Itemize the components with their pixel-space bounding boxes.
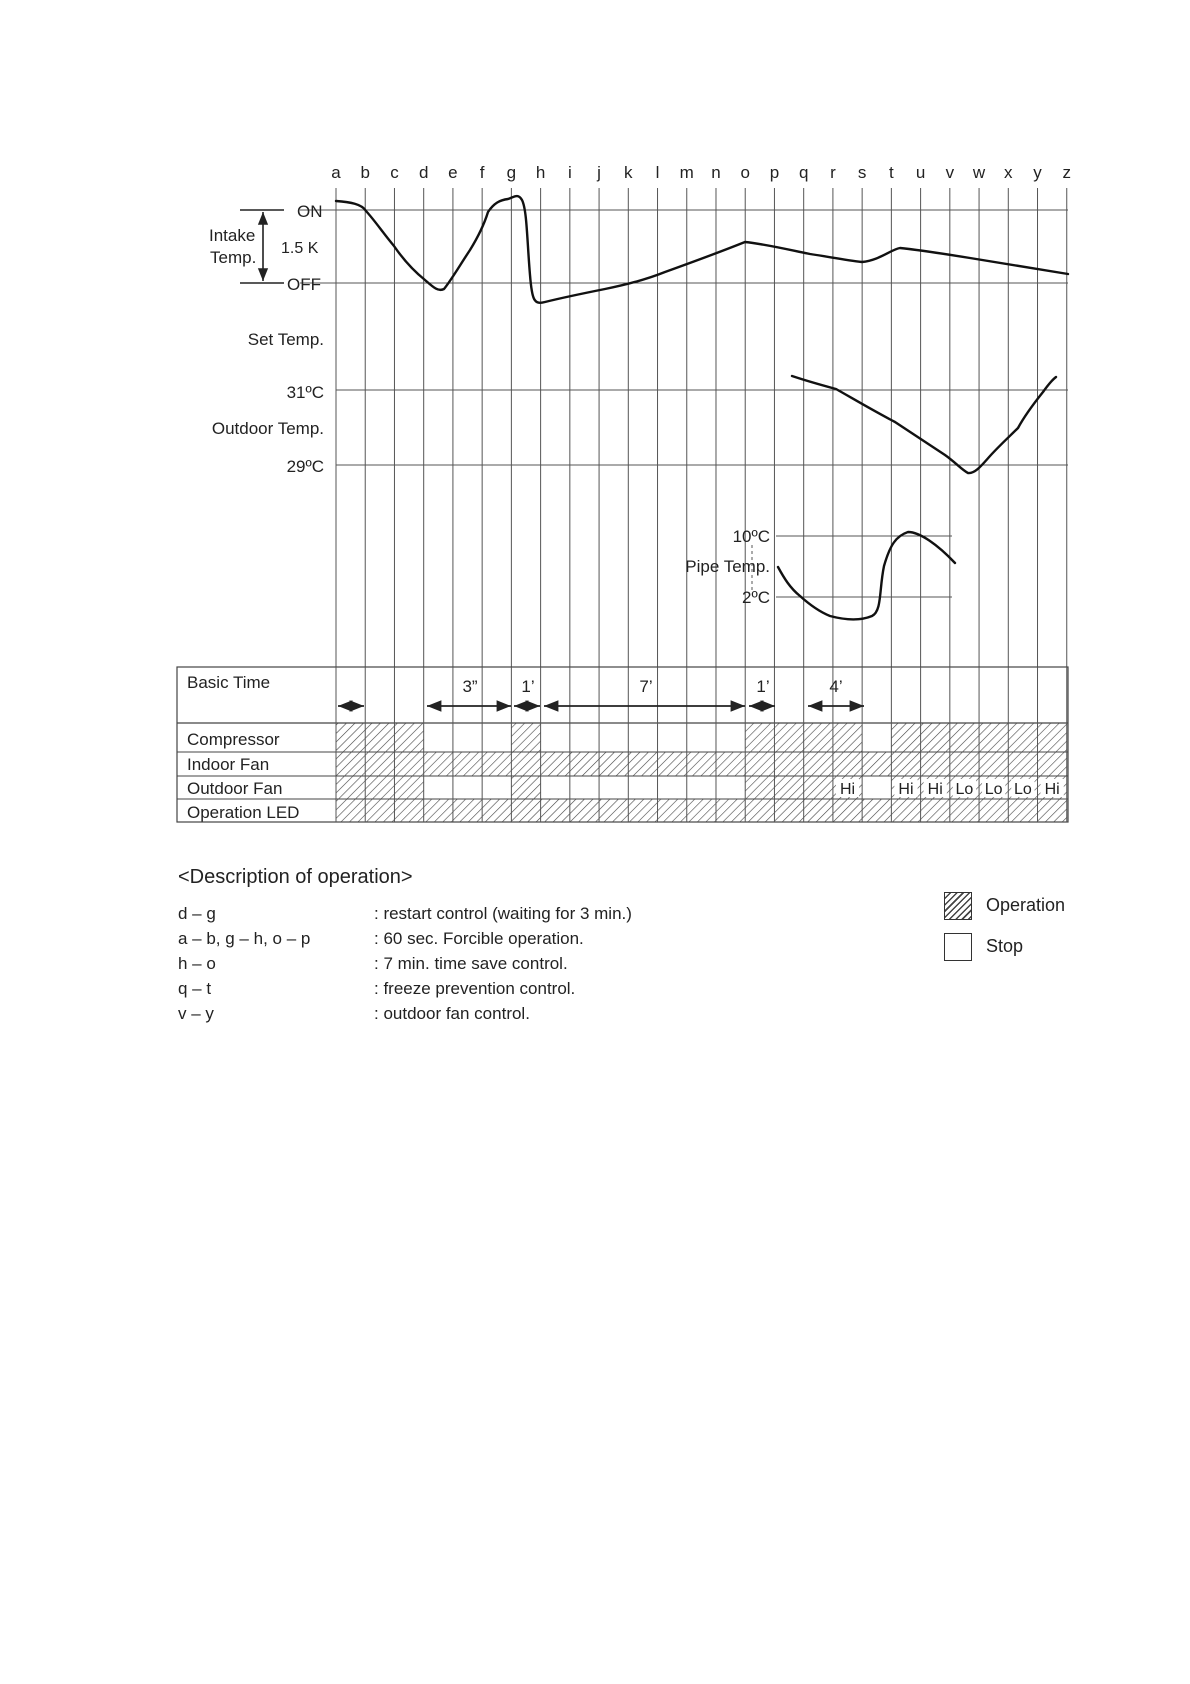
operation-led-operation-cell — [833, 799, 862, 822]
indoor-fan-operation-cell — [394, 752, 423, 776]
indoor-fan-operation-cell — [921, 752, 950, 776]
column-letter-m: m — [679, 163, 694, 182]
indoor-fan-operation-cell — [745, 752, 774, 776]
intake-on-label: ON — [297, 202, 323, 221]
row-label-indoor-fan: Indoor Fan — [187, 755, 270, 774]
fan-speed-label: Lo — [1014, 781, 1032, 798]
time-label-3min: 3” — [462, 677, 478, 696]
description-range: d – g — [178, 904, 216, 923]
description-title: <Description of operation> — [178, 866, 413, 888]
operation-led-operation-cell — [891, 799, 920, 822]
row-label-compressor: Compressor — [187, 730, 280, 749]
description-text: : freeze prevention control. — [374, 979, 576, 998]
fan-speed-label: Hi — [927, 781, 943, 798]
fan-speed-label: Hi — [898, 781, 914, 798]
description-range: a – b, g – h, o – p — [178, 929, 311, 948]
indoor-fan-operation-cell — [482, 752, 511, 776]
operation-led-operation-cell — [804, 799, 833, 822]
indoor-fan-operation-cell — [716, 752, 745, 776]
outdoor-fan-operation-cell — [336, 776, 365, 799]
compressor-operation-cell — [921, 723, 950, 752]
description-range: h – o — [178, 954, 216, 973]
indoor-fan-operation-cell — [541, 752, 570, 776]
description-text: : restart control (waiting for 3 min.) — [374, 904, 632, 923]
operation-led-operation-cell — [921, 799, 950, 822]
column-letters — [331, 163, 1071, 182]
legend-stop-label: Stop — [986, 936, 1024, 956]
operation-led-operation-cell — [570, 799, 599, 822]
indoor-fan-operation-cell — [511, 752, 540, 776]
legend-stop-swatch — [944, 933, 972, 961]
indoor-fan-operation-cell — [424, 752, 453, 776]
column-letter-j: j — [597, 163, 601, 182]
indoor-fan-operation-cell — [628, 752, 657, 776]
fan-speed-label: Lo — [955, 781, 974, 798]
reference-lines — [300, 210, 1068, 597]
description-range: v – y — [178, 1004, 214, 1023]
indoor-fan-operation-cell — [336, 752, 365, 776]
operation-led-operation-cell — [541, 799, 570, 822]
description-range: q – t — [178, 979, 212, 998]
column-letter-w: w — [972, 163, 986, 182]
column-letter-r: r — [830, 163, 836, 182]
compressor-operation-cell — [394, 723, 423, 752]
column-letter-l: l — [655, 163, 660, 182]
time-label-1min-b: 1’ — [756, 677, 770, 696]
column-letter-i: i — [567, 163, 572, 182]
operation-led-operation-cell — [424, 799, 453, 822]
column-letter-q: q — [798, 163, 809, 182]
pipe-high-label: 10ºC — [732, 527, 770, 546]
column-letter-u: u — [915, 163, 926, 182]
operation-led-operation-cell — [658, 799, 687, 822]
operation-led-operation-cell — [394, 799, 423, 822]
indoor-fan-operation-cell — [453, 752, 482, 776]
column-letter-n: n — [711, 163, 721, 182]
outdoor-fan-operation-cell — [745, 776, 774, 799]
operation-led-operation-cell — [774, 799, 803, 822]
outdoor-high-label: 31ºC — [286, 383, 324, 402]
description-text: : 60 sec. Forcible operation. — [374, 929, 584, 948]
compressor-operation-cell — [774, 723, 803, 752]
intake-bracket — [240, 210, 284, 283]
indoor-fan-operation-cell — [774, 752, 803, 776]
compressor-operation-cell — [891, 723, 920, 752]
time-label-7min: 7’ — [639, 677, 653, 696]
indoor-fan-operation-cell — [862, 752, 891, 776]
time-label-1min-a: 1’ — [521, 677, 535, 696]
intake-hysteresis-label: 1.5 K — [281, 240, 319, 257]
legend-operation-label: Operation — [986, 895, 1066, 915]
operation-led-operation-cell — [511, 799, 540, 822]
column-letter-b: b — [360, 163, 370, 182]
column-letter-h: h — [535, 163, 546, 182]
operation-led-operation-cell — [628, 799, 657, 822]
operation-led-operation-cell — [716, 799, 745, 822]
column-letter-c: c — [390, 163, 399, 182]
operation-led-operation-cell — [950, 799, 979, 822]
column-letter-a: a — [331, 163, 341, 182]
row-label-basic-time: Basic Time — [187, 673, 271, 692]
column-letter-o: o — [740, 163, 750, 182]
operation-led-operation-cell — [365, 799, 394, 822]
indoor-fan-operation-cell — [979, 752, 1008, 776]
operation-led-operation-cell — [599, 799, 628, 822]
operation-led-operation-cell — [862, 799, 891, 822]
indoor-fan-operation-cell — [833, 752, 862, 776]
outdoor-fan-operation-cell — [511, 776, 540, 799]
operation-led-operation-cell — [1038, 799, 1067, 822]
compressor-operation-cell — [511, 723, 540, 752]
operation-led-operation-cell — [745, 799, 774, 822]
outdoor-fan-operation-cell — [394, 776, 423, 799]
outdoor-low-label: 29ºC — [286, 457, 324, 476]
compressor-operation-cell — [950, 723, 979, 752]
row-label-operation-led: Operation LED — [187, 803, 300, 822]
indoor-fan-operation-cell — [1008, 752, 1037, 776]
pipe-temp-label: Pipe Temp. — [685, 557, 770, 576]
intake-label-line2: Temp. — [210, 248, 257, 267]
operation-led-operation-cell — [1008, 799, 1037, 822]
indoor-fan-operation-cell — [365, 752, 394, 776]
indoor-fan-operation-cell — [891, 752, 920, 776]
operation-led-operation-cell — [687, 799, 716, 822]
column-letter-x: x — [1004, 163, 1013, 182]
column-letter-k: k — [624, 163, 633, 182]
column-letter-v: v — [945, 163, 955, 182]
description-text: : 7 min. time save control. — [374, 954, 568, 973]
pipe-low-label: 2ºC — [742, 588, 770, 607]
column-letter-s: s — [857, 163, 867, 182]
column-letter-z: z — [1062, 163, 1071, 182]
outdoor-temp-curve — [792, 376, 1056, 473]
set-temp-label: Set Temp. — [247, 330, 324, 349]
compressor-operation-cell — [1038, 723, 1067, 752]
outdoor-temp-label: Outdoor Temp. — [211, 419, 324, 438]
compressor-operation-cell — [365, 723, 394, 752]
fan-speed-label: Lo — [984, 781, 1003, 798]
outdoor-fan-operation-cell — [365, 776, 394, 799]
time-label-4min: 4’ — [829, 677, 843, 696]
indoor-fan-operation-cell — [804, 752, 833, 776]
column-letter-y: y — [1033, 163, 1042, 182]
timing-table — [177, 667, 1068, 822]
intake-label-line1: Intake — [209, 226, 256, 245]
pipe-temp-curve — [778, 532, 955, 619]
row-label-outdoor-fan: Outdoor Fan — [187, 779, 283, 798]
operation-led-operation-cell — [979, 799, 1008, 822]
intake-temp-curve — [336, 196, 1068, 303]
outdoor-fan-operation-cell — [804, 776, 833, 799]
operation-led-operation-cell — [453, 799, 482, 822]
indoor-fan-operation-cell — [599, 752, 628, 776]
legend-operation-swatch — [944, 892, 972, 920]
column-letter-p: p — [769, 163, 780, 182]
compressor-operation-cell — [336, 723, 365, 752]
indoor-fan-operation-cell — [1038, 752, 1067, 776]
operation-led-operation-cell — [336, 799, 365, 822]
column-letter-t: t — [889, 163, 894, 182]
compressor-operation-cell — [804, 723, 833, 752]
compressor-operation-cell — [1008, 723, 1037, 752]
operation-led-operation-cell — [482, 799, 511, 822]
outdoor-fan-operation-cell — [774, 776, 803, 799]
indoor-fan-operation-cell — [658, 752, 687, 776]
compressor-operation-cell — [979, 723, 1008, 752]
column-letter-f: f — [479, 163, 485, 182]
indoor-fan-operation-cell — [570, 752, 599, 776]
intake-off-label: OFF — [287, 275, 321, 294]
fan-speed-label: Hi — [1044, 781, 1060, 798]
fan-speed-label: Hi — [839, 781, 856, 798]
column-letter-g: g — [506, 163, 517, 182]
compressor-operation-cell — [745, 723, 774, 752]
compressor-operation-cell — [833, 723, 862, 752]
indoor-fan-operation-cell — [950, 752, 979, 776]
column-letter-d: d — [418, 163, 429, 182]
column-letter-e: e — [448, 163, 458, 182]
indoor-fan-operation-cell — [687, 752, 716, 776]
description-text: : outdoor fan control. — [374, 1004, 530, 1023]
